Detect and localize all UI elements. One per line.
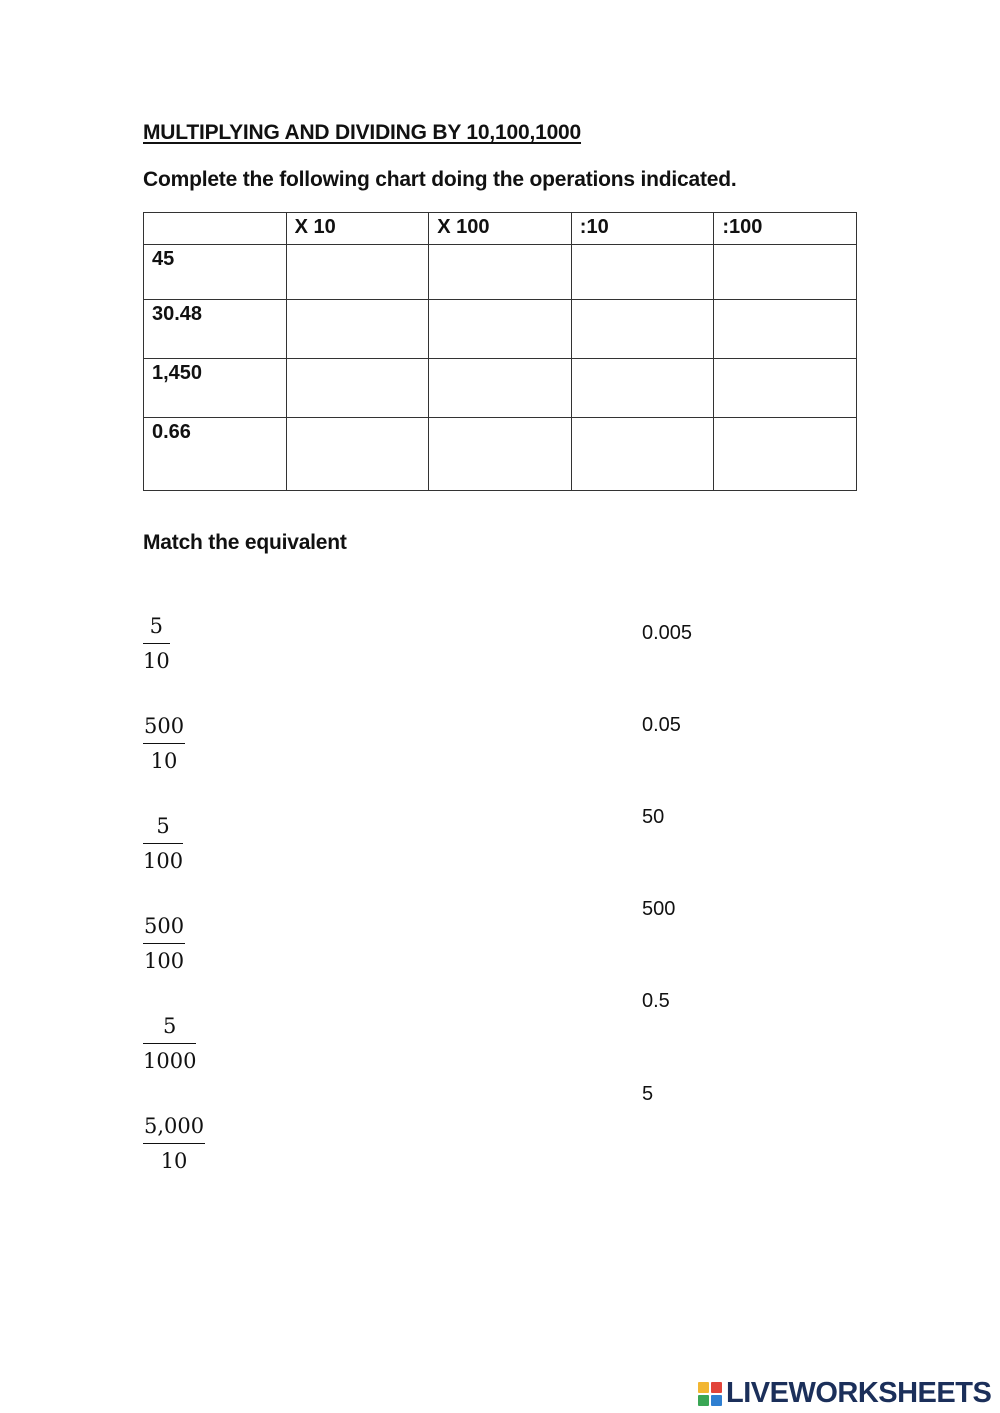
answer-cell[interactable] [429,418,572,491]
worksheet-title: MULTIPLYING AND DIVIDING BY 10,100,1000 [143,121,582,144]
table-row [144,359,857,418]
answer-cell[interactable] [286,300,429,359]
answer-cell[interactable] [714,418,857,491]
chart-header-row [144,213,857,245]
operations-chart [143,212,857,491]
answer-cell[interactable] [714,300,857,359]
fraction-item[interactable] [143,616,170,672]
answer-cell[interactable] [714,245,857,300]
answer-cell[interactable] [286,418,429,491]
match-answer[interactable]: 0.05 [642,714,681,736]
fraction-item[interactable] [143,1116,205,1172]
table-row [144,418,857,491]
row-value: 45 [144,245,287,300]
row-value: 30.48 [144,300,287,359]
fraction-denominator: 1000 [143,1049,197,1073]
answer-cell[interactable] [571,418,714,491]
fraction-numerator: 5 [156,814,170,838]
answer-cell[interactable] [571,359,714,418]
chart-header-corner [144,213,287,245]
logo-mark-icon [698,1382,722,1406]
fraction-denominator: 100 [143,849,184,873]
fraction-denominator: 100 [144,949,185,973]
logo-text: LIVEWORKSHEETS [726,1377,992,1409]
answer-cell[interactable] [571,300,714,359]
fraction-numerator: 500 [144,914,185,938]
logo-square [711,1382,722,1393]
fraction-item[interactable] [143,916,185,972]
match-answer[interactable]: 0.005 [642,622,693,644]
answer-cell[interactable] [286,245,429,300]
fraction-denominator: 10 [160,1149,188,1173]
answer-cell[interactable] [429,359,572,418]
match-answer[interactable]: 50 [642,806,665,828]
logo-square [698,1382,709,1393]
fraction-item[interactable] [143,1016,196,1072]
fraction-numerator: 5 [149,614,164,638]
match-answer[interactable]: 5 [642,1083,654,1105]
match-heading: Match the equivalent [143,531,347,554]
match-answer[interactable]: 0.5 [642,990,670,1012]
match-answer[interactable]: 500 [642,898,676,920]
row-value: 1,450 [144,359,287,418]
fraction-numerator: 5,000 [144,1114,205,1138]
fraction-item[interactable] [143,816,183,872]
chart-instruction: Complete the following chart doing the operations indicated. [143,168,737,191]
answer-cell[interactable] [429,245,572,300]
table-row [144,245,857,300]
answer-cell[interactable] [429,300,572,359]
fraction-numerator: 5 [163,1014,177,1038]
chart-header-times-10: X 10 [286,213,429,245]
logo-square [711,1395,722,1406]
table-row [144,300,857,359]
row-value: 0.66 [144,418,287,491]
chart-header-divide-100: :100 [714,213,857,245]
logo-square [698,1395,709,1406]
answer-cell[interactable] [714,359,857,418]
answer-cell[interactable] [571,245,714,300]
fraction-denominator: 10 [143,649,170,673]
chart-header-times-100: X 100 [429,213,572,245]
answer-cell[interactable] [286,359,429,418]
fraction-numerator: 500 [144,714,185,738]
fraction-item[interactable] [143,716,185,772]
liveworksheets-logo [698,1377,991,1410]
fraction-denominator: 10 [150,749,178,773]
chart-header-divide-10: :10 [571,213,714,245]
